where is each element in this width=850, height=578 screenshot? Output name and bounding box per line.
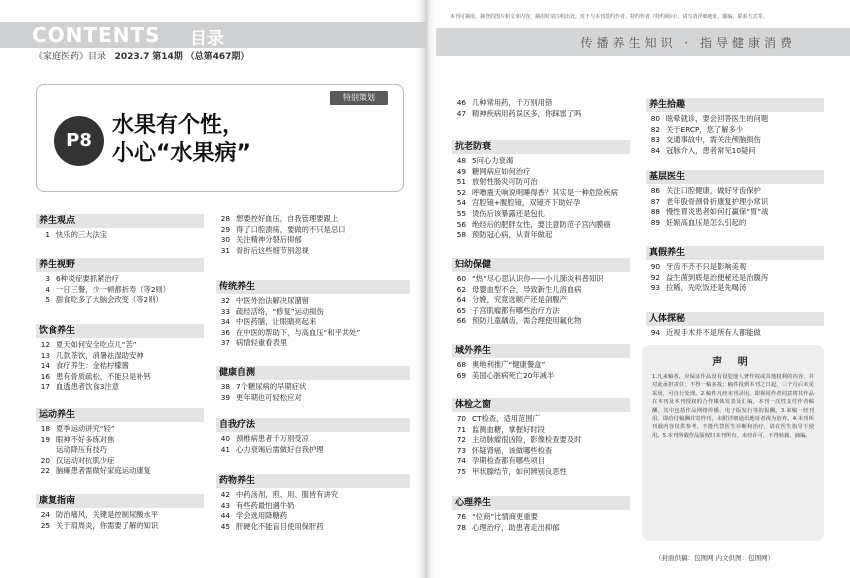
section-title: 心理养生	[452, 496, 630, 510]
toc-section	[452, 98, 630, 119]
toc-page-number: 74	[456, 456, 466, 466]
issue-info	[34, 49, 249, 62]
toc-entry[interactable]	[646, 146, 824, 157]
toc-entry[interactable]	[452, 156, 630, 167]
toc-page-number: 78	[456, 522, 466, 532]
toc-entry-title: 孕期检查都有哪些项目	[472, 456, 545, 466]
toc-entry-title: 食疗养生：金桔柠檬酱	[56, 361, 129, 371]
toc-entry-title: 美国心脏病死亡20年减半	[472, 370, 555, 380]
toc-entry-title: 近视手术并不是所有人都能做	[666, 328, 761, 337]
toc-entry[interactable]	[216, 307, 410, 318]
toc-entry-title: 心力衰竭后需做好自我护理	[236, 444, 324, 454]
section-title: 康复指南	[36, 494, 204, 508]
toc-entry-title: 母婴血型不合，导致新生儿溶血病	[472, 284, 582, 294]
toc-page-number: 43	[220, 500, 230, 510]
issue-total: （总第467期）	[185, 52, 250, 62]
toc-entry[interactable]	[36, 435, 204, 446]
toc-page-number: 14	[40, 361, 50, 371]
toc-entry[interactable]	[452, 425, 630, 436]
toc-entry-title: 夏天如何安全吃点儿“苦”	[56, 340, 137, 349]
toc-page-number: 25	[40, 520, 50, 530]
toc-page-number: 38	[220, 382, 230, 391]
toc-entry-title: 运动降压有技巧	[56, 445, 108, 455]
toc-page-number: 47	[456, 108, 466, 118]
toc-entry-title: 奥地利推广“健康餐盒”	[472, 360, 546, 369]
toc-page-number: 17	[40, 382, 50, 392]
toc-entry-title: 中医药膳，让眼睛亮起来	[236, 317, 317, 327]
toc-entry-title: 仅运动对抗肌少症	[56, 455, 115, 465]
toc-entry[interactable]	[452, 167, 630, 178]
section-title: 基层医生	[646, 170, 824, 184]
toc-entry-title: 放射性肠炎可防可治	[472, 177, 538, 187]
toc-entry-title: CT检查，适用范围广	[472, 414, 540, 423]
toc-page-number: 87	[650, 196, 660, 206]
toc-entry-title: 得了口腔溃疡，要做的不只是忌口	[236, 224, 346, 234]
toc-entry[interactable]	[452, 274, 630, 285]
toc-entry-title: 烫伤后该暴露还是包扎	[472, 208, 545, 218]
toc-entry[interactable]	[646, 218, 824, 229]
toc-section	[452, 496, 630, 533]
toc-section	[646, 98, 824, 156]
section-title: 人体探秘	[646, 312, 824, 326]
toc-page-number: 58	[456, 230, 466, 240]
feature-title	[112, 112, 251, 168]
toc-entry[interactable]	[36, 361, 204, 372]
toc-section	[216, 474, 410, 532]
toc-entry[interactable]	[452, 285, 630, 296]
toc-page-number: 37	[220, 338, 230, 348]
toc-entry-title: 牙齿不齐不只是影响美观	[666, 262, 747, 271]
toc-page-number: 4	[45, 284, 50, 294]
toc-entry-title: 关于ERCP，您了解多少	[666, 124, 744, 134]
toc-entry-title: 中药汤剂，煎、用、服皆有讲究	[236, 490, 339, 499]
toc-page-number: 18	[40, 424, 50, 433]
toc-entry-title: 冠脉介入，患者常见10疑问	[666, 145, 756, 155]
feature-page-badge: P8	[54, 116, 104, 166]
slogan: 传播养生知识 · 指导健康消费	[580, 36, 796, 50]
section-title: 养生拾趣	[646, 98, 824, 112]
toc-entry-title: “位商”比情商更重要	[472, 512, 538, 521]
notice-title: 声 明	[712, 357, 754, 368]
toc-entry[interactable]	[452, 414, 630, 425]
toc-entry-title: 预防冠心病，从青年做起	[472, 230, 553, 240]
toc-page-number: 39	[220, 392, 230, 402]
toc-entry[interactable]	[216, 296, 410, 307]
toc-entry-title: 怀疑肾癌，该做哪些检查	[472, 445, 553, 455]
toc-entry-title: 妊娠高血压是怎么引起的	[666, 217, 747, 227]
toc-entry[interactable]	[452, 456, 630, 467]
toc-entry[interactable]	[452, 220, 630, 231]
toc-section	[216, 280, 410, 349]
toc-entry[interactable]	[452, 295, 630, 306]
toc-entry-title: 防治痛风，关键是控制尿酸水平	[56, 510, 159, 519]
toc-entry-title: 精神疾病用药误区多，你踩雷了吗	[472, 108, 582, 118]
toc-page-number: 86	[650, 186, 660, 195]
toc-page-number: 66	[456, 316, 466, 326]
toc-page-number: 52	[456, 187, 466, 197]
toc-entry[interactable]	[216, 393, 410, 404]
toc-page-number: 1	[45, 230, 50, 239]
toc-page-number: 41	[220, 444, 230, 454]
toc-entry-title: 颈椎病患者千万别受凉	[236, 434, 309, 443]
toc-page-number: 33	[220, 306, 230, 316]
feature-title-line2: 小心“水果病”	[112, 141, 251, 166]
toc-section	[216, 418, 410, 455]
toc-section	[646, 312, 824, 339]
toc-entry[interactable]	[646, 197, 824, 208]
toc-entry-title: 有些药最怕遇牛奶	[236, 500, 295, 510]
section-title: 自我疗法	[216, 418, 410, 432]
toc-entry[interactable]	[452, 446, 630, 457]
toc-page-number: 5	[45, 295, 50, 305]
toc-entry[interactable]	[36, 285, 204, 296]
issue-number: 第14期	[152, 52, 183, 62]
toc-entry[interactable]	[36, 466, 204, 477]
toc-entry[interactable]	[452, 98, 630, 109]
toc-entry-title: 关注口腔健康，做好牙齿保护	[666, 186, 761, 195]
toc-entry[interactable]	[216, 445, 410, 456]
toc-entry[interactable]	[36, 372, 204, 383]
page-gutter	[418, 0, 434, 578]
toc-entry-title: 监测血糖，掌握好时段	[472, 424, 545, 434]
toc-section	[452, 140, 630, 241]
notice-box	[642, 345, 824, 541]
toc-section	[36, 258, 204, 306]
toc-entry-title: 心理治疗，助患者走出抑郁	[472, 522, 560, 532]
toc-page-number: 93	[650, 283, 660, 293]
toc-section	[646, 246, 824, 294]
toc-entry[interactable]	[452, 177, 630, 188]
toc-page-number: 19	[40, 434, 50, 444]
toc-page-number: 54	[456, 198, 466, 208]
toc-section	[452, 398, 630, 478]
toc-section	[36, 408, 204, 477]
issue-prefix: 《家庭医药》目录	[34, 52, 107, 62]
toc-entry-title: 中医外治法解决尿潴留	[236, 296, 309, 305]
toc-entry-title: 眩晕就诊，要会回答医生的问题	[666, 114, 769, 123]
section-title: 体检之窗	[452, 398, 630, 412]
toc-entry[interactable]	[452, 523, 630, 534]
section-title: 养生观点	[36, 214, 204, 228]
top-note: 本刊可摘用、摘登的图片和文章内容，摘用时请注明出处。对于与本刊签约作者、特约作者（特约顾问）、请写清详细地址、邮编、联系方式等。	[450, 14, 768, 20]
toc-entry[interactable]	[216, 382, 410, 393]
toc-entry[interactable]	[452, 512, 630, 523]
toc-page-number: 13	[40, 350, 50, 360]
toc-entry[interactable]	[452, 198, 630, 209]
toc-entry[interactable]	[452, 435, 630, 446]
toc-entry-title: 更年期也可轻松应对	[236, 392, 302, 402]
toc-section	[36, 214, 204, 241]
section-title: 抗老防衰	[452, 140, 630, 154]
toc-entry[interactable]	[452, 371, 630, 382]
toc-page-number: 70	[456, 414, 466, 423]
toc-entry-title: 分娩，究竟选顺产还是剖腹产	[472, 295, 567, 305]
section-title: 妇幼保健	[452, 258, 630, 272]
toc-page-number: 55	[456, 208, 466, 218]
toc-page-number: 90	[650, 262, 660, 271]
toc-entry-title: 关于肩周炎，你需要了解的知识	[56, 520, 159, 530]
toc-entry-title: 几款茶饮，消暑祛湿助安神	[56, 350, 144, 360]
toc-entry[interactable]	[216, 434, 410, 445]
toc-page-number: 48	[456, 156, 466, 165]
toc-entry-title: 宫腔镜+腹腔镜，双镜齐下助好孕	[472, 198, 581, 208]
toc-entry[interactable]	[36, 382, 204, 393]
toc-page-number: 76	[456, 512, 466, 521]
toc-entry-title: 拉稀，先吃饭还是先喝汤	[666, 283, 747, 293]
toc-entry-title: 病情轻重看表里	[236, 338, 288, 348]
toc-page-number: 51	[456, 177, 466, 187]
toc-entry-title: 主动脉瘤很凶险，影像检查要及时	[472, 435, 582, 445]
toc-page-number: 24	[40, 510, 50, 519]
toc-page-number: 65	[456, 305, 466, 315]
toc-page-number: 88	[650, 207, 660, 217]
toc-page-number: 80	[650, 114, 660, 123]
toc-entry-title: 交通事故中，需关注颅脑损伤	[666, 135, 761, 145]
toc-entry-title: 预防儿童龋齿，需合理使用氟化物	[472, 316, 582, 326]
toc-entry-title: 患有骨质疏松，不能只是补钙	[56, 371, 151, 381]
toc-page-number: 40	[220, 434, 230, 443]
toc-entry-title: 益生菌到底是治便秘还是治腹泻	[666, 272, 769, 282]
toc-entry[interactable]	[36, 274, 204, 285]
toc-entry[interactable]	[36, 230, 204, 241]
toc-page-number: 73	[456, 445, 466, 455]
toc-entry[interactable]	[452, 230, 630, 241]
notice-footer: （封面供稿：包图网 内文供图：包图网）	[655, 554, 775, 562]
toc-entry[interactable]	[36, 424, 204, 435]
toc-entry-title: 快乐的三大法宝	[56, 230, 108, 239]
toc-page-number: 32	[220, 296, 230, 305]
toc-section	[36, 494, 204, 531]
toc-page-number: 82	[650, 124, 660, 134]
contents-brand-cn: 目录	[190, 29, 224, 49]
toc-page-number: 12	[40, 340, 50, 349]
toc-entry-title: 学会选用降糖药	[236, 511, 288, 521]
toc-page-number: 69	[456, 370, 466, 380]
toc-entry-title: 骨折后这些细节别忽视	[236, 245, 309, 255]
toc-page-number: 46	[456, 98, 466, 107]
toc-entry[interactable]	[646, 135, 824, 146]
toc-entry-title: 甲状腺结节，如何辨别良恶性	[472, 466, 567, 476]
toc-entry-title: “热”尽心思认识你——小儿肺炎科普知识	[472, 274, 604, 283]
toc-entry[interactable]	[216, 235, 410, 246]
toc-entry[interactable]	[216, 501, 410, 512]
toc-entry-title: 子宫肌瘤都有哪些治疗方法	[472, 305, 560, 315]
feature-title-line1: 水果有个性，	[112, 113, 245, 138]
toc-page-number: 45	[220, 521, 230, 531]
toc-entry-title: 甜食吃多了大脑会改变（等2则）	[56, 295, 163, 305]
toc-entry[interactable]	[216, 338, 410, 349]
toc-entry[interactable]	[36, 340, 204, 351]
section-title: 养生视野	[36, 258, 204, 272]
toc-entry[interactable]	[452, 467, 630, 478]
toc-page-number: 31	[220, 245, 230, 255]
toc-page-number: 28	[220, 214, 230, 223]
toc-entry[interactable]	[36, 456, 204, 467]
toc-page-number: 72	[456, 435, 466, 445]
toc-entry[interactable]	[216, 511, 410, 522]
toc-entry-title: 关注精神分裂后抑郁	[236, 235, 302, 245]
toc-entry[interactable]	[646, 114, 824, 125]
toc-page-number: 68	[456, 360, 466, 369]
section-title: 真假养生	[646, 246, 824, 260]
toc-page-number: 3	[45, 274, 50, 283]
toc-entry[interactable]	[36, 445, 204, 456]
toc-entry[interactable]	[452, 109, 630, 120]
toc-entry-title: 疏经活络，“修复”运动损伤	[236, 306, 324, 316]
section-title: 传统养生	[216, 280, 410, 294]
toc-page-number: 30	[220, 235, 230, 245]
toc-entry[interactable]	[36, 351, 204, 362]
toc-entry[interactable]	[36, 521, 204, 532]
section-title: 药物养生	[216, 474, 410, 488]
toc-entry-title: 6种炎症要抓紧治疗	[56, 274, 120, 283]
toc-entry[interactable]	[646, 207, 824, 218]
section-title: 域外养生	[452, 344, 630, 358]
toc-page-number: 22	[40, 466, 50, 476]
toc-entry-title: 几种常用药，千万别用错	[472, 98, 553, 107]
toc-entry[interactable]	[646, 273, 824, 284]
notice-body: 1.凡来稿者，应保证作品没有侵犯他人著作权或其他权利的内容，并对此承担责任；不得一稿多投；稿件投到本刊之日起，三个月后未见采用，可自行处理。2.稿件凡经本刊录用，即视同作者同意将其作品在本刊及本刊授权的合作媒体发表及汇编，本刊一次性支付作者稿酬，其中包括作品网络传播、电子版发行等的报酬。3.来稿一经刊用，即给付稿酬并寄样刊，未附详细通讯地址者视为放弃。4.本刊所刊载内容仅供参考，不能代替医生诊断和治疗，请在医生指导下使用。5.本刊所载作品版权归本刊所有，未经许可，不得转载、摘编。	[652, 374, 814, 439]
toc-page-number: 29	[220, 224, 230, 234]
toc-entry[interactable]	[216, 522, 410, 533]
toc-entry-title: 慢性胃炎患者如何打赢保“胃”战	[666, 207, 769, 217]
toc-page-number: 20	[40, 455, 50, 465]
toc-section	[36, 324, 204, 393]
toc-entry[interactable]	[452, 316, 630, 327]
toc-page-number: 62	[456, 284, 466, 294]
toc-entry[interactable]	[452, 188, 630, 199]
toc-entry-title: 绝经后的肥胖女性，要注意防范子宫内膜癌	[472, 219, 611, 229]
slogan-band	[436, 28, 850, 56]
contents-header-band	[0, 22, 426, 48]
toc-entry[interactable]	[216, 214, 410, 225]
toc-entry-title: 眼神不好多练对焦	[56, 434, 115, 444]
toc-entry-title: 脑瘫患者需做好家庭运动康复	[56, 466, 151, 476]
toc-entry[interactable]	[216, 328, 410, 339]
toc-section	[452, 258, 630, 327]
toc-entry-title: 在中医的帮助下，与高血压“和平共处”	[236, 327, 361, 337]
toc-entry-title: 血透患者饮食3注意	[56, 382, 120, 392]
toc-page-number: 49	[456, 166, 466, 176]
toc-page-number: 42	[220, 490, 230, 499]
toc-entry[interactable]	[216, 225, 410, 236]
toc-entry[interactable]	[646, 262, 824, 273]
toc-entry[interactable]	[646, 125, 824, 136]
toc-entry[interactable]	[216, 246, 410, 257]
toc-entry[interactable]	[646, 283, 824, 294]
toc-section	[646, 170, 824, 228]
toc-entry-title: 肝硬化不能盲目使用保肝药	[236, 521, 324, 531]
issue-date: 2023.7	[114, 52, 150, 62]
toc-entry[interactable]	[646, 186, 824, 197]
toc-entry-title: 老年股骨颈骨折康复护理小常识	[666, 196, 769, 206]
toc-entry[interactable]	[452, 209, 630, 220]
toc-section	[452, 344, 630, 381]
toc-page-number: 64	[456, 295, 466, 305]
toc-page-number: 34	[220, 317, 230, 327]
toc-page-number: 56	[456, 219, 466, 229]
toc-page-number: 71	[456, 424, 466, 434]
toc-page-number: 75	[456, 466, 466, 476]
toc-entry[interactable]	[452, 306, 630, 317]
contents-brand: CONTENTS	[32, 23, 161, 47]
toc-entry[interactable]	[216, 317, 410, 328]
toc-section	[216, 214, 410, 256]
feature-tag: 特别策划	[330, 91, 388, 105]
toc-page-number: 89	[650, 217, 660, 227]
section-title: 运动养生	[36, 408, 204, 422]
toc-entry-title: 5问心力衰竭	[472, 156, 514, 165]
section-title: 饮食养生	[36, 324, 204, 338]
toc-entry-title: 夏季运动讲究“轻”	[56, 424, 115, 433]
toc-page-number: 92	[650, 272, 660, 282]
toc-page-number: 60	[456, 274, 466, 283]
toc-section	[216, 366, 410, 403]
toc-page-number: 44	[220, 511, 230, 521]
toc-entry[interactable]	[216, 490, 410, 501]
toc-page-number: 94	[650, 328, 660, 337]
toc-entry-title: 糖网病应如何治疗	[472, 166, 531, 176]
toc-entry[interactable]	[36, 510, 204, 521]
toc-entry[interactable]	[646, 328, 824, 339]
toc-page-number: 84	[650, 145, 660, 155]
toc-entry[interactable]	[36, 295, 204, 306]
toc-entry[interactable]	[452, 360, 630, 371]
toc-entry-title: 一日三餐，少一顿都折寿（等2则）	[56, 284, 171, 294]
toc-entry-title: 呼噜震天响说明睡得香？其实是一种危险疾病	[472, 187, 618, 197]
toc-page-number: 36	[220, 327, 230, 337]
toc-entry-title: 想要控好血压，自我管理要跟上	[236, 214, 339, 223]
toc-page-number: 83	[650, 135, 660, 145]
toc-entry-title: 7个糖尿病的早期症状	[236, 382, 307, 391]
toc-page-number: 16	[40, 371, 50, 381]
section-title: 健康自测	[216, 366, 410, 380]
